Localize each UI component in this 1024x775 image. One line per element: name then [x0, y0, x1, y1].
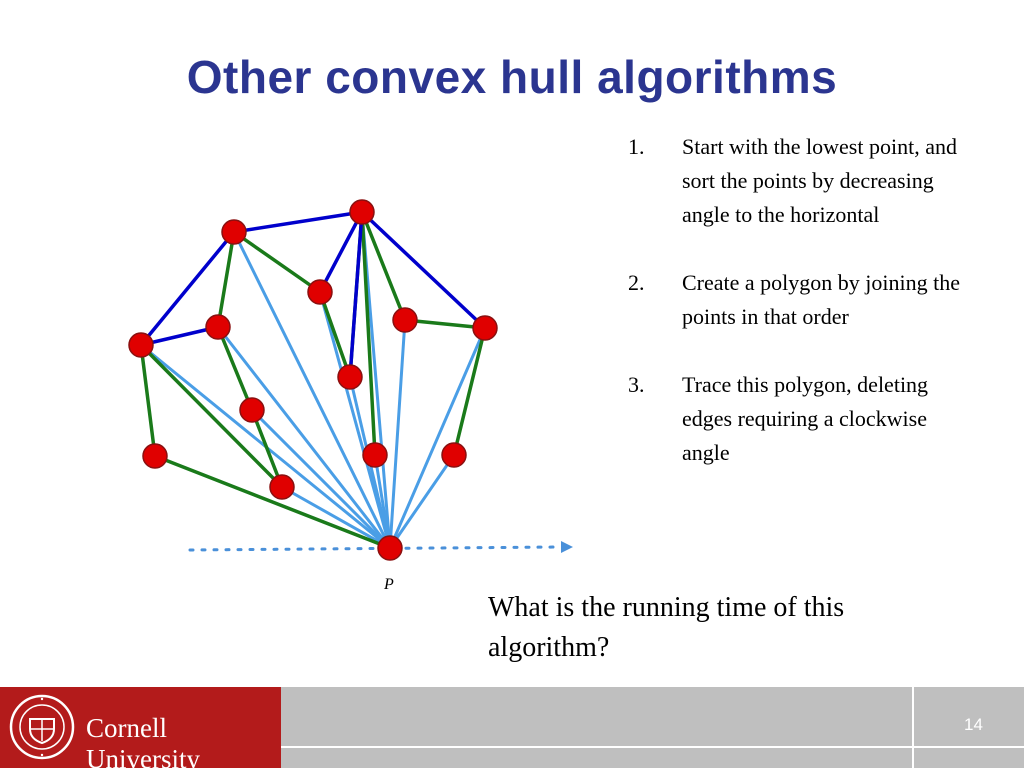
point [350, 200, 374, 224]
cornell-seal-icon [8, 693, 76, 761]
step-number: 1. [628, 134, 645, 159]
lowest-point [378, 536, 402, 560]
horizontal-arrow-head [561, 541, 573, 553]
point [240, 398, 264, 422]
point [338, 365, 362, 389]
step-text: Create a polygon by joining the points in that order [682, 270, 960, 329]
lowest-point-label: P [384, 576, 394, 593]
hull-edge [234, 212, 362, 232]
footer-bar [0, 687, 1024, 774]
polygon-edge [234, 232, 320, 292]
graham-scan-diagram [0, 0, 600, 600]
step-item [628, 130, 973, 232]
point [206, 315, 230, 339]
page-number: 14 [964, 715, 983, 734]
step-item [628, 266, 973, 334]
step-text: Start with the lowest point, and sort the points by decreasing angle to the horizontal [682, 134, 957, 227]
hull-edge [350, 212, 362, 377]
point [129, 333, 153, 357]
polygon-edge [320, 292, 350, 377]
sort-rays [141, 212, 485, 548]
university-name: Cornell University [86, 713, 200, 774]
point [222, 220, 246, 244]
horizontal-reference-arrow [190, 547, 560, 550]
step-text: Trace this polygon, deleting edges requiring a clockwise angle [682, 372, 929, 465]
ray-line [390, 320, 405, 548]
point [473, 316, 497, 340]
sorted-polygon-edges [141, 212, 485, 548]
step-number: 2. [628, 270, 645, 295]
point [363, 443, 387, 467]
university-branding [0, 687, 281, 774]
ray-line [390, 455, 454, 548]
point [442, 443, 466, 467]
question-text: What is the running time of this algorithm? [488, 592, 845, 663]
point [270, 475, 294, 499]
ray-line [390, 328, 485, 548]
algorithm-steps [628, 130, 973, 504]
hull-edge [362, 212, 485, 328]
point [393, 308, 417, 332]
slide-title: Other convex hull algorithms [186, 51, 838, 103]
step-item [628, 368, 973, 470]
point [308, 280, 332, 304]
step-number: 3. [628, 372, 645, 397]
polygon-edge [218, 327, 252, 410]
footer-separator [912, 687, 914, 768]
polygon-edge [141, 345, 155, 456]
point [143, 444, 167, 468]
